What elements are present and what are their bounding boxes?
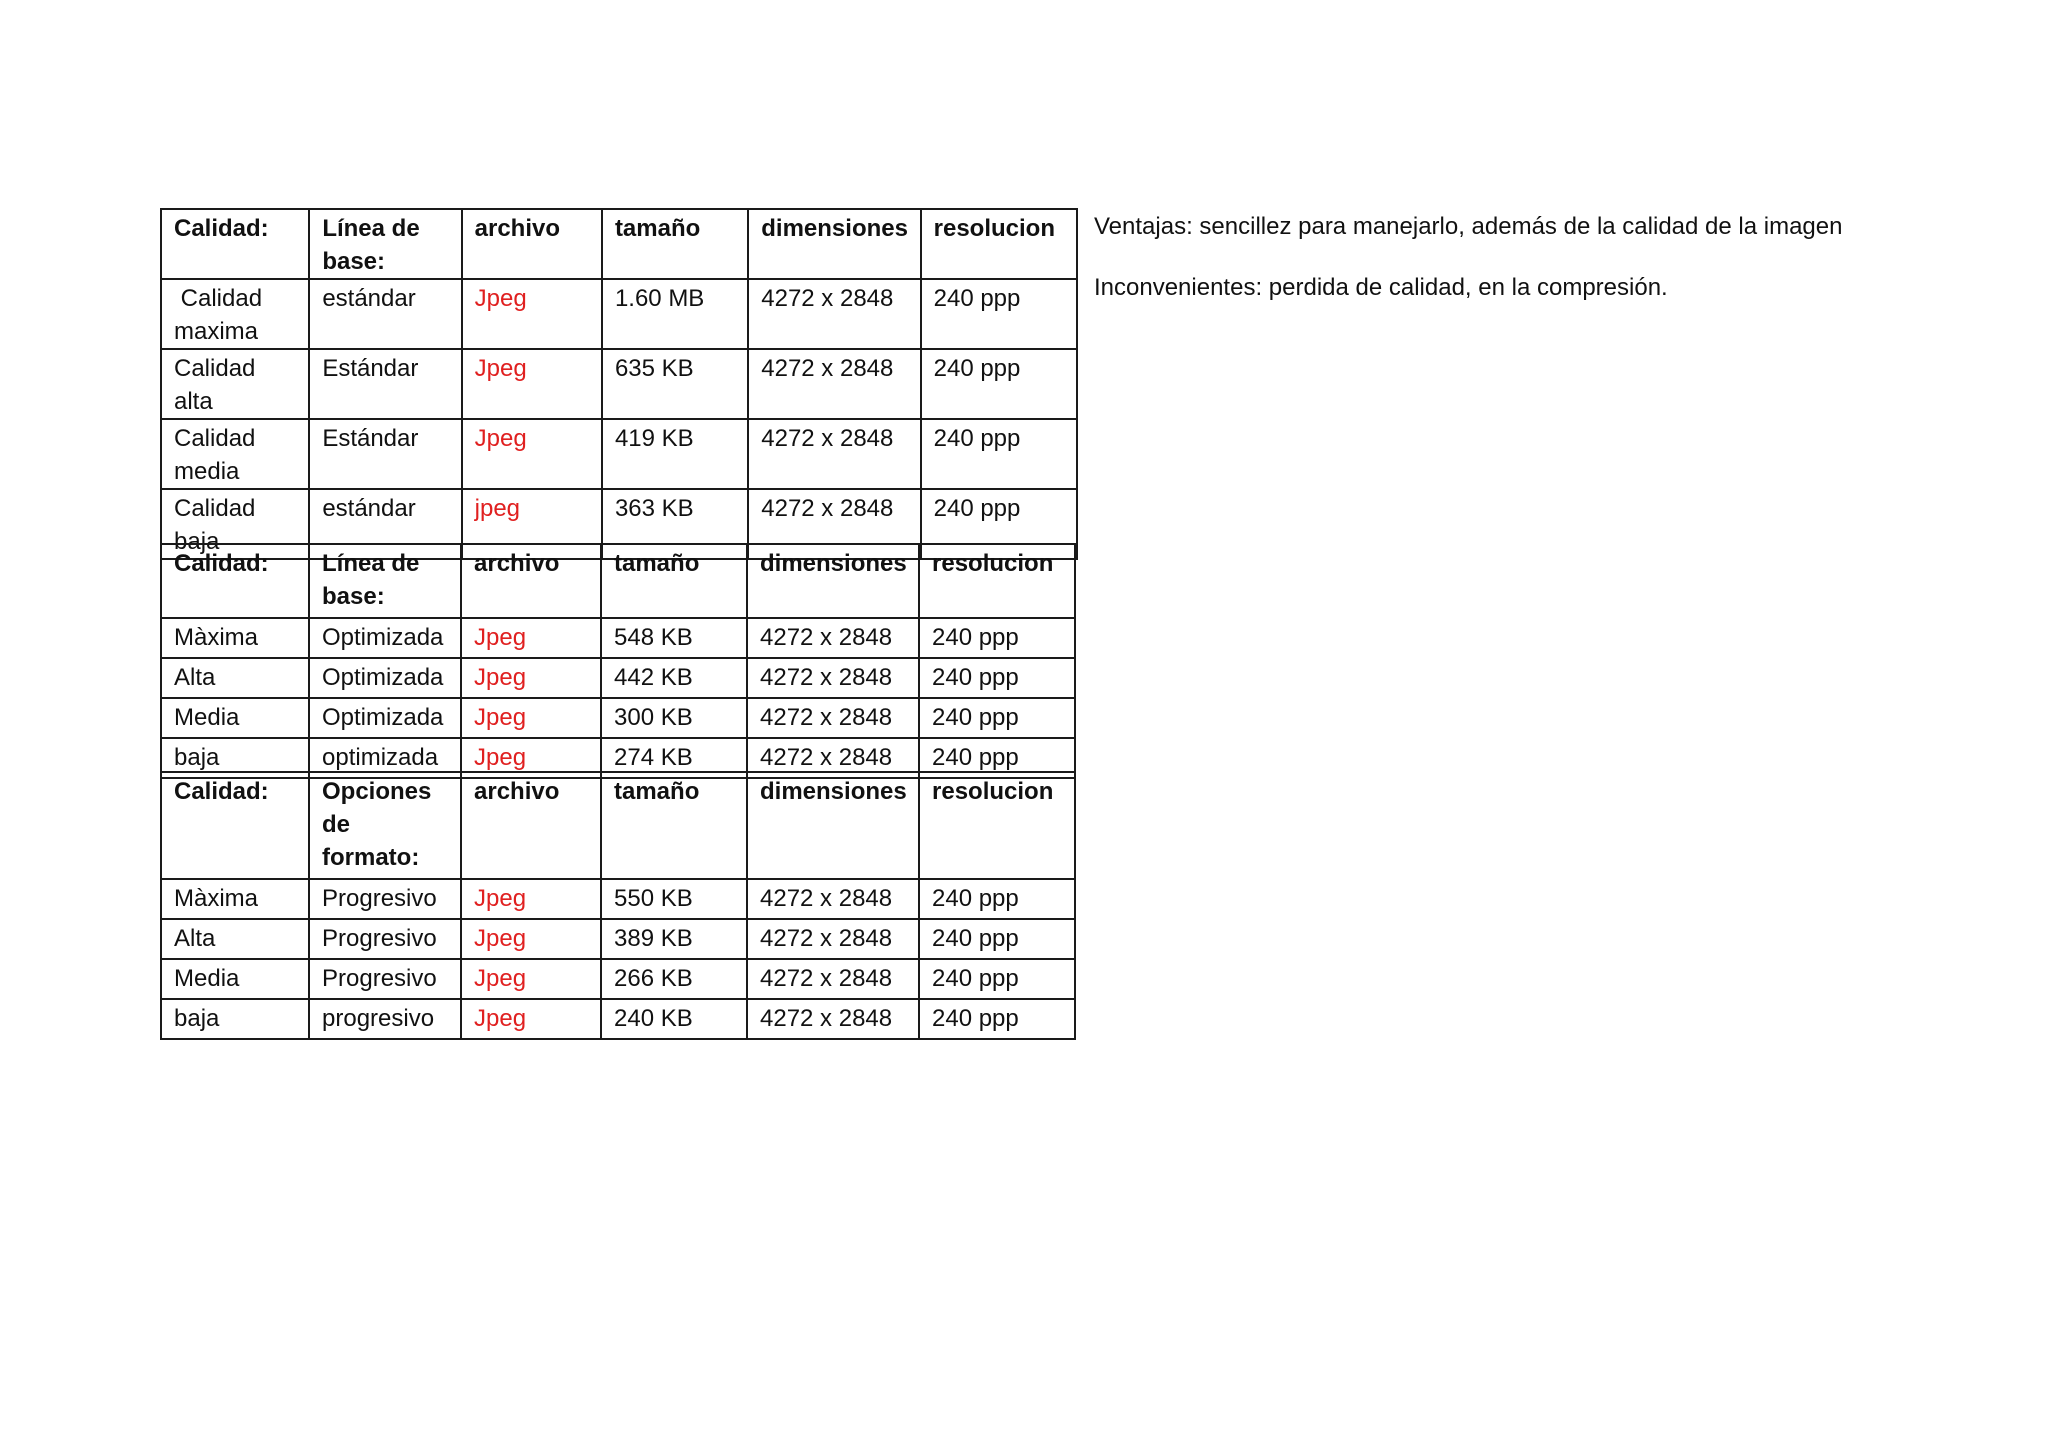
header-cell-linea-de-base: Línea de base: bbox=[309, 544, 461, 618]
header-cell-dimensiones: dimensiones bbox=[747, 544, 919, 618]
cell-tamano: 635 KB bbox=[602, 349, 748, 419]
cell-dimensiones: 4272 x 2848 bbox=[747, 999, 919, 1039]
table-row bbox=[161, 419, 1077, 489]
table-row bbox=[161, 279, 1077, 349]
cell-resolucion: 240 ppp bbox=[921, 489, 1077, 559]
cell-tamano: 1.60 MB bbox=[602, 279, 748, 349]
cell-calidad: Calidad alta bbox=[161, 349, 309, 419]
cell-dimensiones: 4272 x 2848 bbox=[747, 658, 919, 698]
cell-resolucion: 240 ppp bbox=[919, 879, 1075, 919]
cell-archivo: jpeg bbox=[462, 489, 602, 559]
header-cell-dimensiones: dimensiones bbox=[748, 209, 920, 279]
header-cell-calidad: Calidad: bbox=[161, 772, 309, 879]
cell-dimensiones: 4272 x 2848 bbox=[747, 959, 919, 999]
cell-resolucion: 240 ppp bbox=[919, 959, 1075, 999]
cell-archivo: Jpeg bbox=[461, 658, 601, 698]
disadvantages-note: Inconvenientes: perdida de calidad, en la compresión. bbox=[1094, 274, 1668, 301]
cell-archivo: Jpeg bbox=[461, 999, 601, 1039]
cell-calidad: Màxima bbox=[161, 618, 309, 658]
cell-linea-de-base: Optimizada bbox=[309, 618, 461, 658]
cell-linea-de-base: Estándar bbox=[309, 349, 461, 419]
cell-resolucion: 240 ppp bbox=[919, 919, 1075, 959]
cell-resolucion: 240 ppp bbox=[919, 999, 1075, 1039]
cell-resolucion: 240 ppp bbox=[919, 698, 1075, 738]
header-cell-archivo: archivo bbox=[461, 544, 601, 618]
cell-archivo: Jpeg bbox=[461, 919, 601, 959]
table-header-row bbox=[161, 209, 1077, 279]
cell-archivo: Jpeg bbox=[461, 698, 601, 738]
header-cell-calidad: Calidad: bbox=[161, 544, 309, 618]
table-row bbox=[161, 698, 1075, 738]
cell-opciones-de-formato: Progresivo bbox=[309, 959, 461, 999]
cell-calidad: Alta bbox=[161, 919, 309, 959]
cell-archivo: Jpeg bbox=[461, 738, 601, 778]
cell-linea-de-base: Optimizada bbox=[309, 658, 461, 698]
cell-dimensiones: 4272 x 2848 bbox=[748, 419, 920, 489]
cell-resolucion: 240 ppp bbox=[921, 279, 1077, 349]
cell-resolucion: 240 ppp bbox=[919, 618, 1075, 658]
header-cell-tamano: tamaño bbox=[601, 544, 747, 618]
advantages-note: Ventajas: sencillez para manejarlo, además de la calidad de la imagen bbox=[1094, 213, 1843, 240]
cell-dimensiones: 4272 x 2848 bbox=[747, 618, 919, 658]
cell-calidad: Màxima bbox=[161, 879, 309, 919]
cell-calidad: Media bbox=[161, 959, 309, 999]
table-row bbox=[161, 919, 1075, 959]
quality-table-progressive bbox=[160, 771, 1076, 1040]
cell-tamano: 550 KB bbox=[601, 879, 747, 919]
cell-archivo: Jpeg bbox=[461, 879, 601, 919]
cell-dimensiones: 4272 x 2848 bbox=[748, 349, 920, 419]
cell-tamano: 389 KB bbox=[601, 919, 747, 959]
cell-calidad: Calidad maxima bbox=[161, 279, 309, 349]
cell-tamano: 240 KB bbox=[601, 999, 747, 1039]
header-cell-resolucion: resolucion bbox=[919, 544, 1075, 618]
header-cell-linea-de-base: Línea de base: bbox=[309, 209, 461, 279]
cell-calidad: baja bbox=[161, 738, 309, 778]
cell-calidad: Media bbox=[161, 698, 309, 738]
table-row bbox=[161, 349, 1077, 419]
cell-resolucion: 240 ppp bbox=[919, 738, 1075, 778]
cell-archivo: Jpeg bbox=[462, 279, 602, 349]
cell-resolucion: 240 ppp bbox=[921, 349, 1077, 419]
cell-resolucion: 240 ppp bbox=[919, 658, 1075, 698]
cell-calidad: baja bbox=[161, 999, 309, 1039]
cell-resolucion: 240 ppp bbox=[921, 419, 1077, 489]
cell-tamano: 442 KB bbox=[601, 658, 747, 698]
cell-dimensiones: 4272 x 2848 bbox=[747, 738, 919, 778]
header-cell-resolucion: resolucion bbox=[921, 209, 1077, 279]
cell-tamano: 548 KB bbox=[601, 618, 747, 658]
header-cell-opciones-de-formato: Opciones de formato: bbox=[309, 772, 461, 879]
table-header-row bbox=[161, 544, 1075, 618]
cell-dimensiones: 4272 x 2848 bbox=[747, 879, 919, 919]
table-row bbox=[161, 618, 1075, 658]
table-row bbox=[161, 879, 1075, 919]
table-header-row bbox=[161, 772, 1075, 879]
cell-linea-de-base: estándar bbox=[309, 279, 461, 349]
cell-tamano: 300 KB bbox=[601, 698, 747, 738]
table-row bbox=[161, 999, 1075, 1039]
cell-tamano: 363 KB bbox=[602, 489, 748, 559]
header-cell-archivo: archivo bbox=[461, 772, 601, 879]
cell-linea-de-base: Estándar bbox=[309, 419, 461, 489]
cell-calidad: Alta bbox=[161, 658, 309, 698]
header-cell-dimensiones: dimensiones bbox=[747, 772, 919, 879]
quality-table-optimized bbox=[160, 543, 1076, 779]
cell-opciones-de-formato: progresivo bbox=[309, 999, 461, 1039]
cell-calidad: Calidad media bbox=[161, 419, 309, 489]
cell-archivo: Jpeg bbox=[462, 349, 602, 419]
cell-archivo: Jpeg bbox=[461, 959, 601, 999]
cell-linea-de-base: Optimizada bbox=[309, 698, 461, 738]
cell-linea-de-base: estándar bbox=[309, 489, 461, 559]
cell-tamano: 274 KB bbox=[601, 738, 747, 778]
cell-dimensiones: 4272 x 2848 bbox=[747, 919, 919, 959]
cell-dimensiones: 4272 x 2848 bbox=[748, 489, 920, 559]
cell-tamano: 266 KB bbox=[601, 959, 747, 999]
table-row bbox=[161, 959, 1075, 999]
cell-opciones-de-formato: Progresivo bbox=[309, 919, 461, 959]
header-cell-archivo: archivo bbox=[462, 209, 602, 279]
table-row bbox=[161, 658, 1075, 698]
cell-linea-de-base: optimizada bbox=[309, 738, 461, 778]
header-cell-resolucion: resolucion bbox=[919, 772, 1075, 879]
cell-archivo: Jpeg bbox=[461, 618, 601, 658]
cell-tamano: 419 KB bbox=[602, 419, 748, 489]
cell-dimensiones: 4272 x 2848 bbox=[747, 698, 919, 738]
cell-archivo: Jpeg bbox=[462, 419, 602, 489]
header-cell-calidad: Calidad: bbox=[161, 209, 309, 279]
quality-table-baseline-standard bbox=[160, 208, 1078, 560]
cell-calidad: Calidad baja bbox=[161, 489, 309, 559]
header-cell-tamano: tamaño bbox=[602, 209, 748, 279]
cell-dimensiones: 4272 x 2848 bbox=[748, 279, 920, 349]
header-cell-tamano: tamaño bbox=[601, 772, 747, 879]
cell-opciones-de-formato: Progresivo bbox=[309, 879, 461, 919]
